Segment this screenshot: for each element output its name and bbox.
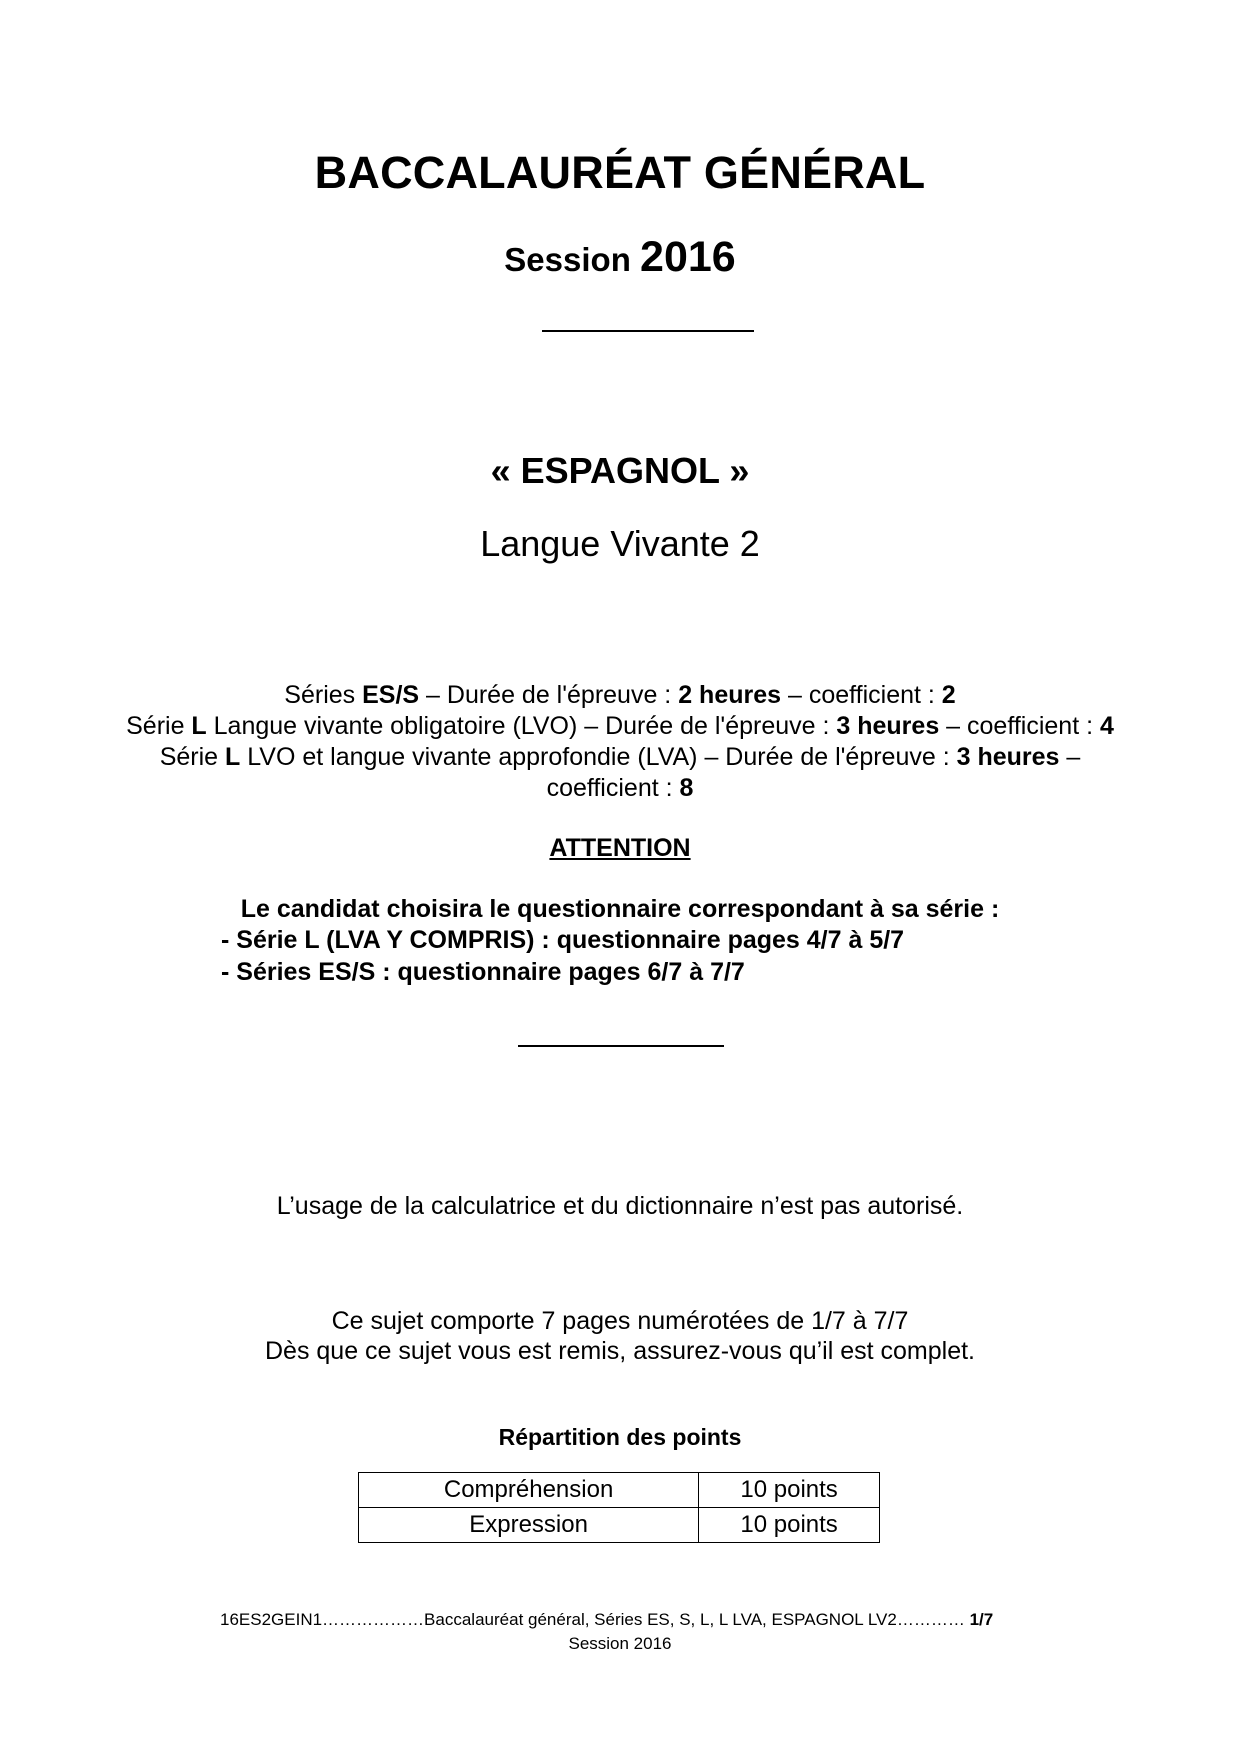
series-prefix: Séries [284, 681, 363, 709]
attention-option-series-es-s: - Séries ES/S : questionnaire pages 6/7 à 7/7 [221, 958, 745, 986]
series-prefix: Série [126, 712, 192, 740]
attention-option-serie-l: - Série L (LVA Y COMPRIS) : questionnaire pages 4/7 à 5/7 [221, 926, 905, 954]
series-prefix: Série [159, 743, 225, 771]
bottom-separator-rule [518, 1045, 724, 1047]
points-value: 10 points [699, 1473, 880, 1508]
completeness-notice: Dès que ce sujet vous est remis, assurez-vous qu’il est complet. [264, 1337, 976, 1365]
points-label: Compréhension [359, 1473, 699, 1508]
series-code: ES/S [362, 681, 420, 709]
series-code: L [225, 743, 241, 771]
table-row [359, 1473, 880, 1508]
series-duration-label: LVO et langue vivante approfondie (LVA) – Durée de l'épreuve : [240, 743, 957, 771]
series-line-l-lva [0, 742, 1240, 773]
footer-code-line [220, 1610, 993, 1630]
series-coef-label: – coefficient : [781, 681, 942, 709]
calculator-notice: L’usage de la calculatrice et du dictionnaire n’est pas autorisé. [276, 1192, 964, 1220]
series-line-es-s [0, 680, 1240, 711]
footer-page-number: 1/7 [969, 1610, 994, 1629]
series-line-l-lvo [0, 711, 1240, 742]
series-code: L [191, 712, 207, 740]
exam-title: BACCALAURÉAT GÉNÉRAL [314, 147, 926, 198]
series-coef: 4 [1099, 712, 1114, 740]
attention-heading: ATTENTION [549, 834, 691, 862]
session-year: 2016 [640, 233, 736, 281]
series-coef: 8 [679, 774, 694, 802]
series-coef: 2 [941, 681, 956, 709]
points-table-title: Répartition des points [498, 1424, 742, 1450]
series-duration-label: Langue vivante obligatoire (LVO) – Durée de l'épreuve : [206, 712, 837, 740]
series-coef-label: coefficient : [546, 774, 680, 802]
series-suffix: – [1059, 743, 1081, 771]
series-line-l-lva-coef [0, 773, 1240, 804]
footer-code-text: 16ES2GEIN1………………Baccalauréat général, Séries ES, S, L, L LVA, ESPAGNOL LV2………… [220, 1610, 970, 1629]
points-table [358, 1472, 880, 1543]
table-row [359, 1508, 880, 1543]
series-duration: 3 heures [836, 712, 940, 740]
series-duration-label: – Durée de l'épreuve : [419, 681, 679, 709]
series-duration: 3 heures [956, 743, 1060, 771]
attention-instruction: Le candidat choisira le questionnaire correspondant à sa série : [240, 895, 1000, 923]
footer-session: Session 2016 [568, 1634, 672, 1653]
session-label: Session [504, 241, 631, 278]
series-coef-label: – coefficient : [939, 712, 1100, 740]
subject-langue: Langue Vivante 2 [480, 523, 760, 564]
points-value: 10 points [699, 1508, 880, 1543]
points-label: Expression [359, 1508, 699, 1543]
series-duration: 2 heures [678, 681, 782, 709]
top-separator-rule [542, 330, 754, 332]
pages-notice: Ce sujet comporte 7 pages numérotées de 1/7 à 7/7 [331, 1307, 909, 1335]
subject-name: « ESPAGNOL » [490, 450, 750, 491]
session-line [0, 233, 1240, 282]
